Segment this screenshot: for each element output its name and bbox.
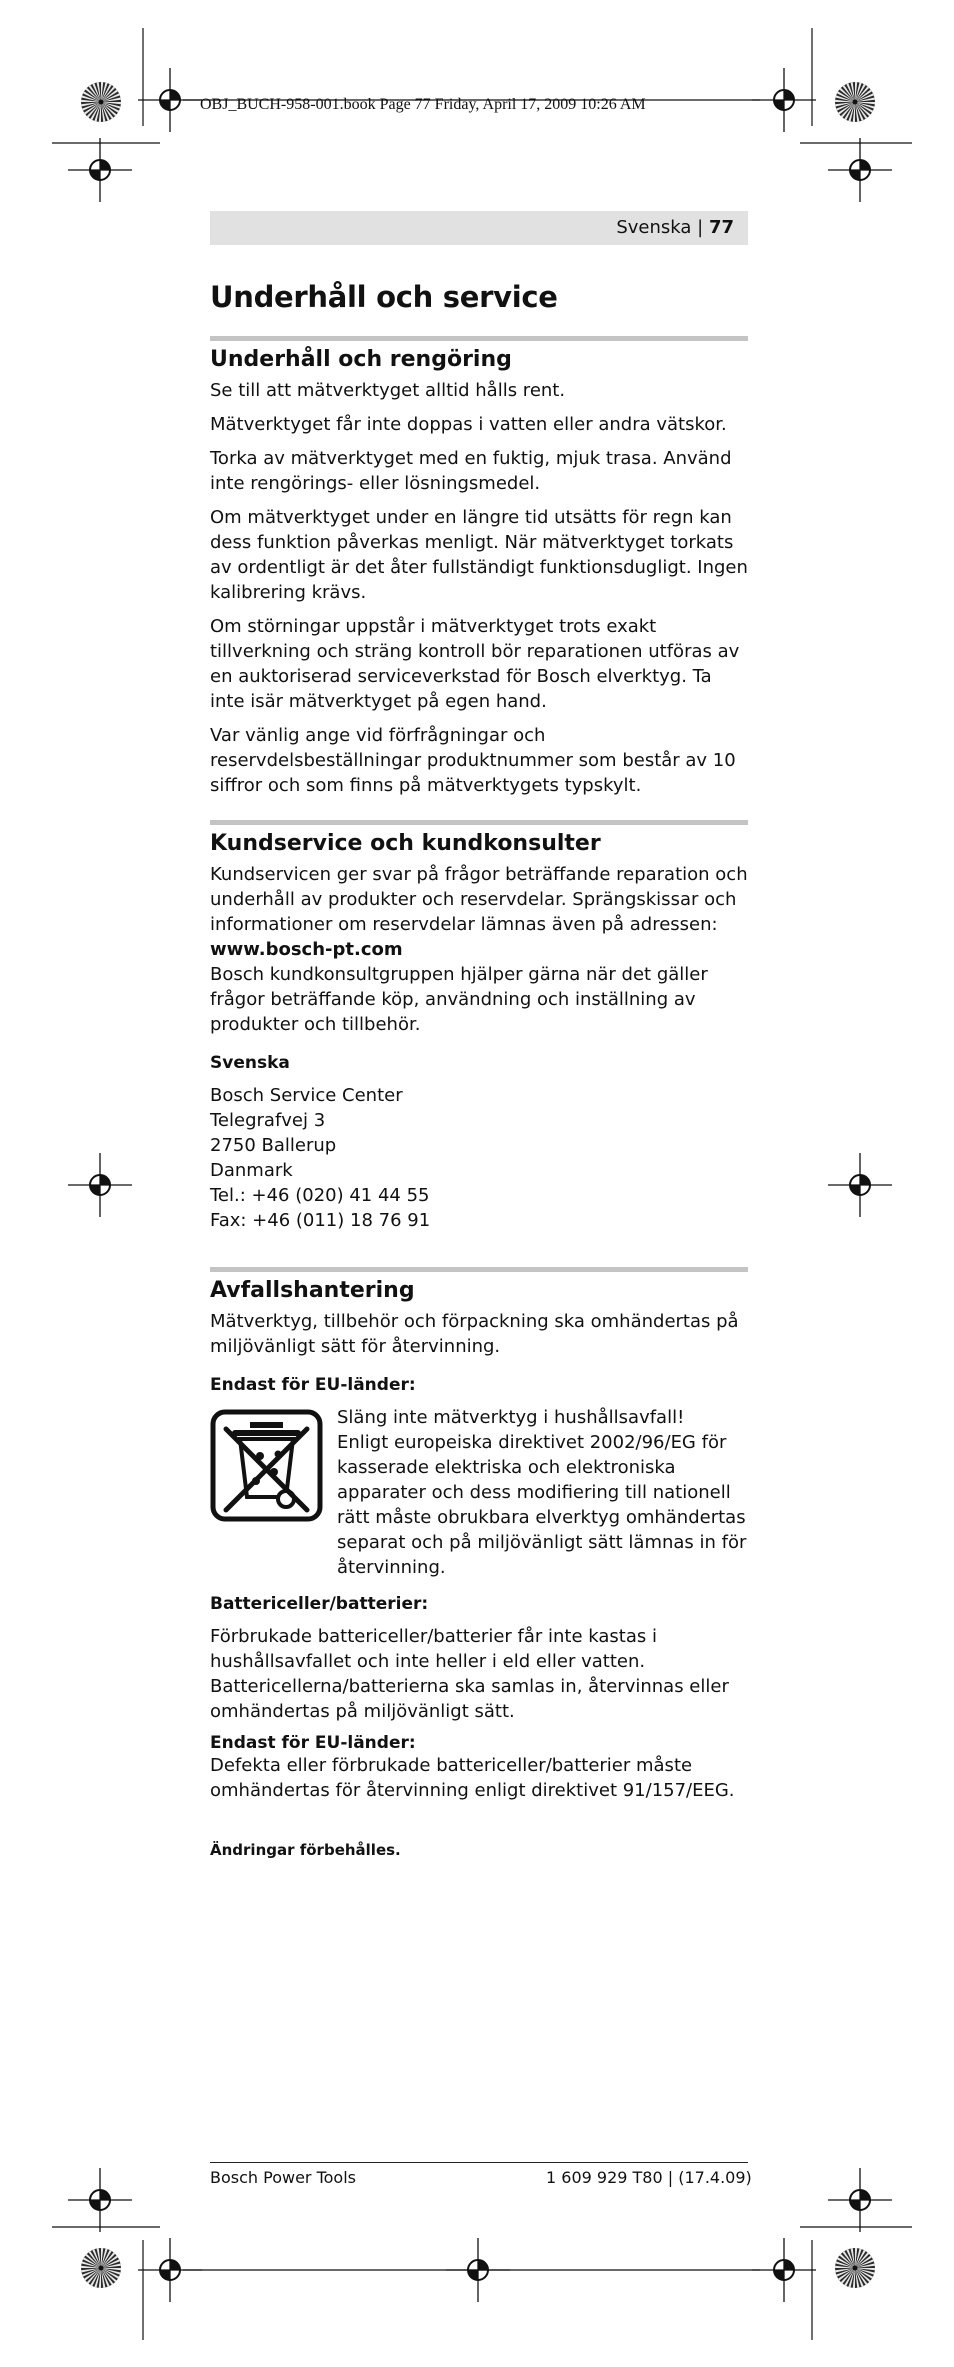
address-line: Telegrafvej 3 bbox=[210, 1110, 326, 1131]
footer-code: 1 609 929 T80 | (17.4.09) bbox=[546, 2168, 752, 2187]
address-line: Bosch Service Center bbox=[210, 1085, 403, 1106]
footer-rule bbox=[210, 2162, 748, 2163]
country-label: Svenska bbox=[210, 1053, 290, 1073]
changes-note: Ändringar förbehålles. bbox=[210, 1841, 401, 1859]
registration-mark-icon bbox=[446, 2238, 510, 2302]
weee-directive-text: Enligt europeiska direktivet 2002/96/EG för kasserade elektriska och elektroniska apparater och dess modifiering till nationell rätt måste obrukbara elverktyg omhändertas separat och på miljövänligt sätt lämnas in för återvinning. bbox=[337, 1432, 747, 1578]
registration-mark-icon bbox=[828, 1153, 892, 1217]
registration-mark-icon bbox=[68, 138, 132, 202]
battery-label: Battericeller/batterier: bbox=[210, 1594, 429, 1614]
page-header bbox=[616, 217, 734, 238]
registration-mark-icon bbox=[752, 2238, 816, 2302]
disposal-intro: Mätverktyg, tillbehör och förpackning ska omhändertas på miljövänligt sätt för återvinning. bbox=[210, 1311, 739, 1357]
maintenance-paragraph: Torka av mätverktyget med en fuktig, mjuk trasa. Använd inte rengörings- eller lösningsmedel. bbox=[210, 448, 732, 494]
section-customer-service bbox=[210, 820, 748, 1233]
page-header-bar bbox=[210, 211, 748, 245]
registration-mark-icon bbox=[828, 2168, 892, 2232]
customer-service-intro: Kundservicen ger svar på frågor beträffande reparation och underhåll av produkter och reservdelar. Sprängskissar och informationer om reservdelar lämnas även på adressen: bbox=[210, 864, 748, 935]
header-language: Svenska bbox=[616, 217, 692, 238]
customer-service-heading: Kundservice och kundkonsulter bbox=[210, 831, 601, 856]
address-fax: Fax: +46 (011) 18 76 91 bbox=[210, 1210, 431, 1231]
eu-label: Endast för EU-länder: bbox=[210, 1375, 416, 1395]
maintenance-heading: Underhåll och rengöring bbox=[210, 347, 512, 372]
battery-text: Förbrukade battericeller/batterier får inte kastas i hushållsavfallet och inte heller i eld eller vatten. Battericellerna/batterierna ska samlas in, återvinnas eller omhändertas på miljövänligt sätt. bbox=[210, 1626, 729, 1722]
maintenance-paragraph: Om störningar uppstår i mätverktyget trots exakt tillverkning och sträng kontroll bör reparationen utföras av en auktoriserad serviceverkstad för Bosch elverktyg. Ta inte isär mätverktyget på egen hand. bbox=[210, 616, 740, 712]
section-maintenance bbox=[210, 336, 748, 798]
header-separator: | bbox=[691, 217, 709, 238]
registration-mark-icon bbox=[138, 68, 202, 132]
starburst-color-bar-icon bbox=[81, 82, 121, 122]
service-address bbox=[210, 1083, 748, 1233]
crossed-out-wheelie-bin-icon bbox=[210, 1409, 323, 1522]
starburst-color-bar-icon bbox=[81, 2248, 121, 2288]
consult-text: Bosch kundkonsultgruppen hjälper gärna när det gäller frågor beträffande köp, användning och inställning av produkter och tillbehör. bbox=[210, 964, 708, 1035]
starburst-color-bar-icon bbox=[835, 82, 875, 122]
registration-mark-icon bbox=[68, 2168, 132, 2232]
page-number: 77 bbox=[708, 217, 734, 238]
registration-mark-icon bbox=[828, 138, 892, 202]
registration-mark-icon bbox=[68, 1153, 132, 1217]
page-content bbox=[210, 270, 748, 1859]
footer-brand: Bosch Power Tools bbox=[210, 2168, 356, 2187]
registration-mark-icon bbox=[138, 2238, 202, 2302]
maintenance-paragraph: Om mätverktyget under en längre tid utsätts för regn kan dess funktion påverkas menligt. När mätverktyget torkats av ordentligt är det åter fullständigt funktionsdugligt. Ingen kalibrering krävs. bbox=[210, 507, 748, 603]
maintenance-paragraph: Mätverktyget får inte doppas i vatten eller andra vätskor. bbox=[210, 414, 727, 435]
weee-block bbox=[210, 1405, 748, 1580]
battery-eu-text: Defekta eller förbrukade battericeller/batterier måste omhändertas för återvinning enligt direktivet 91/157/EEG. bbox=[210, 1755, 735, 1801]
address-line: Danmark bbox=[210, 1160, 293, 1181]
disposal-heading: Avfallshantering bbox=[210, 1278, 415, 1303]
starburst-color-bar-icon bbox=[835, 2248, 875, 2288]
weee-text-block bbox=[337, 1405, 748, 1580]
page-title: Underhåll och service bbox=[210, 280, 558, 314]
customer-service-text bbox=[210, 862, 748, 1037]
maintenance-paragraph: Se till att mätverktyget alltid hålls rent. bbox=[210, 380, 566, 401]
service-url-link[interactable]: www.bosch-pt.com bbox=[210, 939, 403, 960]
address-line: 2750 Ballerup bbox=[210, 1135, 337, 1156]
weee-warning: Släng inte mätverktyg i hushållsavfall! bbox=[337, 1407, 685, 1428]
section-disposal bbox=[210, 1267, 748, 1803]
registration-mark-icon bbox=[752, 68, 816, 132]
address-phone: Tel.: +46 (020) 41 44 55 bbox=[210, 1185, 430, 1206]
print-job-info: OBJ_BUCH-958-001.book Page 77 Friday, April 17, 2009 10:26 AM bbox=[200, 96, 646, 113]
maintenance-paragraph: Var vänlig ange vid förfrågningar och reservdelsbeställningar produktnummer som består av 10 siffror och som finns på mätverktygets typskylt. bbox=[210, 725, 736, 796]
eu-label-2: Endast för EU-länder: bbox=[210, 1733, 416, 1753]
